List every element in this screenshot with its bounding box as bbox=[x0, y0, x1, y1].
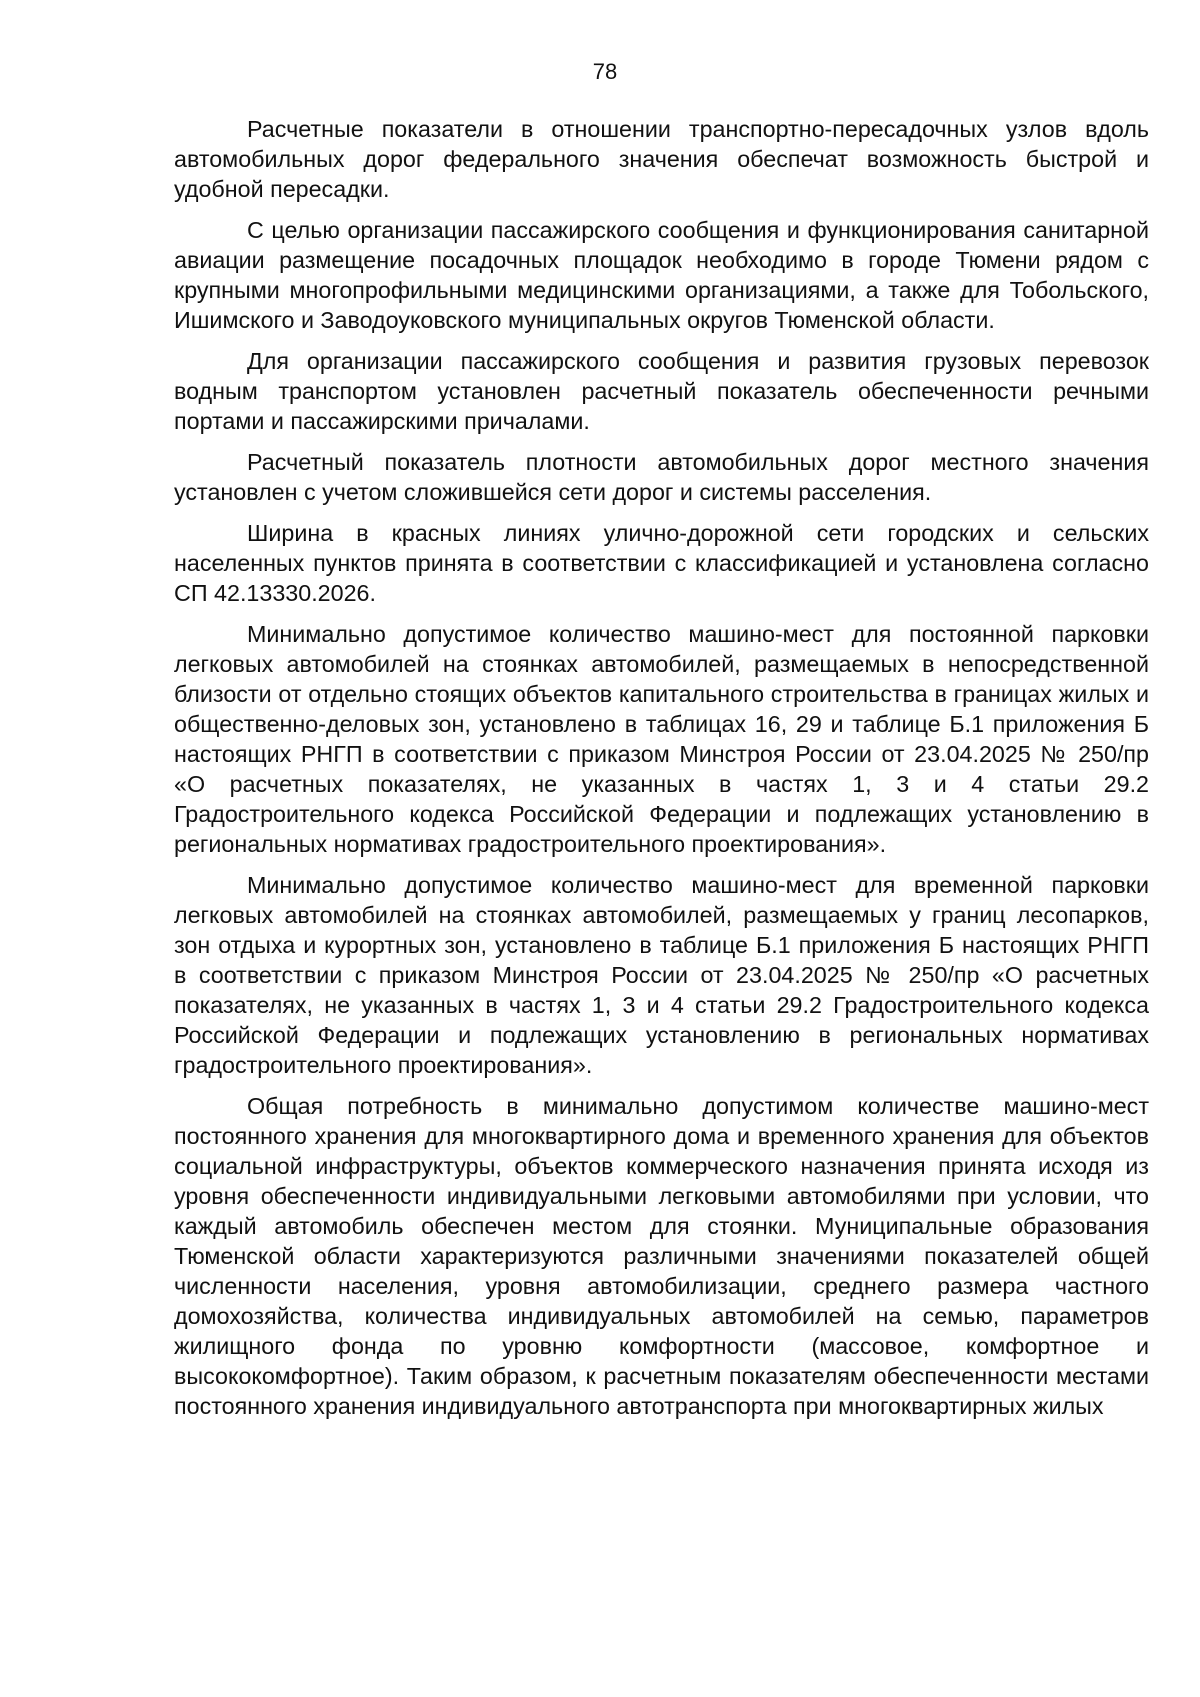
paragraph: Минимально допустимое количество машино-мест для временной парковки легковых автомобилей на стоянках автомобилей, размещаемых у границ лесопарков, зон отдыха и курортных зон, установлено в таблице Б.1 приложения Б настоящих РНГП в соответствии с приказом Минстроя России от 23.04.2025 № 250/пр «О расчетных показателях, не указанных в частях 1, 3 и 4 статьи 29.2 Градостроительного кодекса Российской Федерации и подлежащих установлению в региональных нормативах градостроительного проектирования». bbox=[174, 872, 1149, 1078]
paragraph: Расчетный показатель плотности автомобильных дорог местного значения установлен с учетом сложившейся сети дорог и системы расселения. bbox=[174, 449, 1149, 505]
paragraph: Расчетные показатели в отношении транспортно-пересадочных узлов вдоль автомобильных дорог федерального значения обеспечат возможность быстрой и удобной пересадки. bbox=[174, 116, 1149, 202]
body-text bbox=[174, 114, 1149, 1432]
paragraph: Общая потребность в минимально допустимом количестве машино-мест постоянного хранения для многоквартирного дома и временного хранения для объектов социальной инфраструктуры, объектов коммерческого назначения принята исходя из уровня обеспеченности индивидуальными легковыми автомобилями при условии, что каждый автомобиль обеспечен местом для стоянки. Муниципальные образования Тюменской области характеризуются различными значениями показателей общей численности населения, уровня автомобилизации, среднего размера частного домохозяйства, количества индивидуальных автомобилей на семью, параметров жилищного фонда по уровню комфортности (массовое, комфортное и высококомфортное). Таким образом, к расчетным показателям обеспеченности местами постоянного хранения индивидуального автотранспорта при многоквартирных жилых bbox=[174, 1093, 1149, 1419]
paragraph: Ширина в красных линиях улично-дорожной сети городских и сельских населенных пунктов принята в соответствии с классификацией и установлена согласно СП 42.13330.2026. bbox=[174, 520, 1149, 606]
paragraph: Для организации пассажирского сообщения и развития грузовых перевозок водным транспортом установлен расчетный показатель обеспеченности речными портами и пассажирскими причалами. bbox=[174, 348, 1149, 434]
paragraph: Минимально допустимое количество машино-мест для постоянной парковки легковых автомобилей на стоянках автомобилей, размещаемых в непосредственной близости от отдельно стоящих объектов капитального строительства в границах жилых и общественно-деловых зон, установлено в таблицах 16, 29 и таблице Б.1 приложения Б настоящих РНГП в соответствии с приказом Минстроя России от 23.04.2025 № 250/пр «О расчетных показателях, не указанных в частях 1, 3 и 4 статьи 29.2 Градостроительного кодекса Российской Федерации и подлежащих установлению в региональных нормативах градостроительного проектирования». bbox=[174, 621, 1149, 857]
paragraph: С целью организации пассажирского сообщения и функционирования санитарной авиации размещение посадочных площадок необходимо в городе Тюмени рядом с крупными многопрофильными медицинскими организациями, а также для Тобольского, Ишимского и Заводоуковского муниципальных округов Тюменской области. bbox=[174, 217, 1149, 333]
page-number: 78 bbox=[592, 59, 618, 84]
